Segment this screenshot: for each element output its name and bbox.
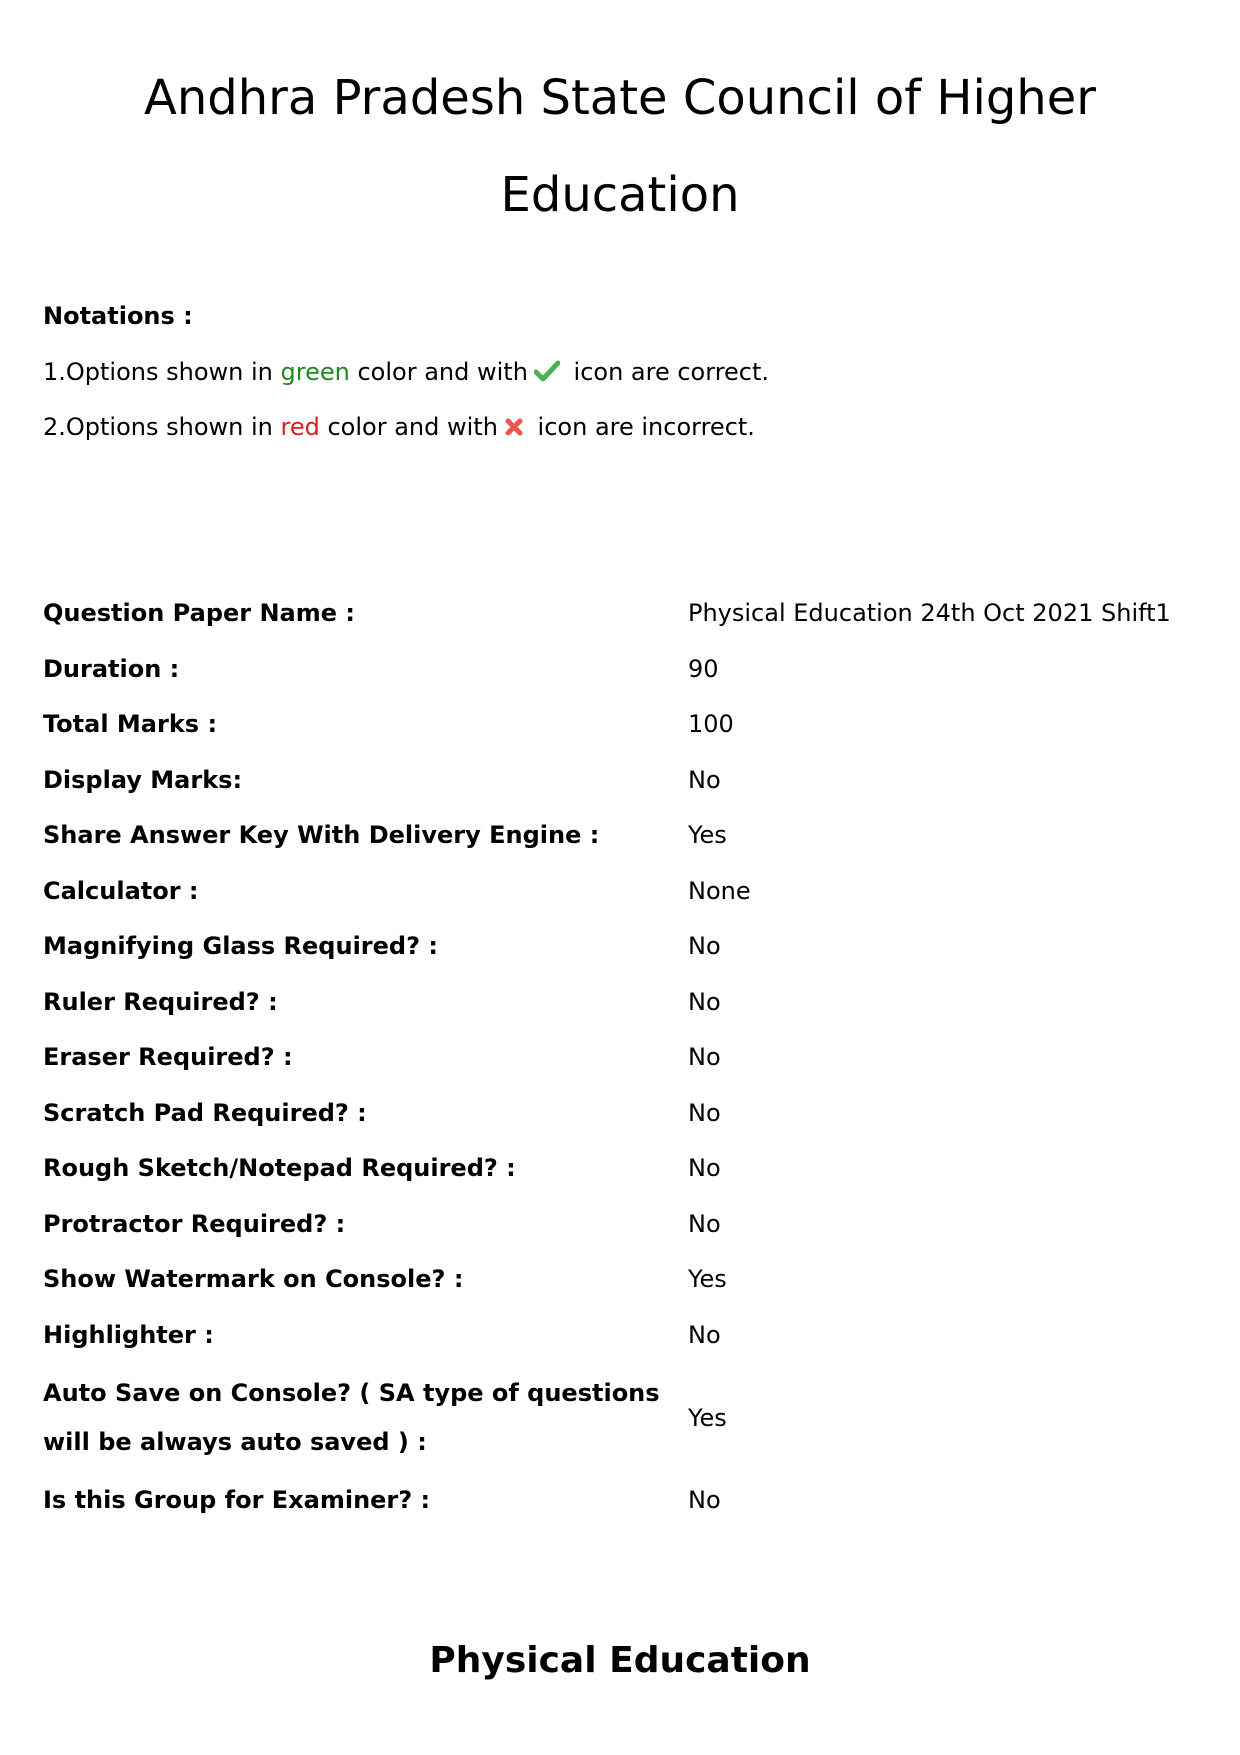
notation-incorrect [43, 413, 755, 443]
title-line-2: Education [500, 167, 740, 223]
info-label: Protractor Required? : [43, 1209, 346, 1238]
table-row [43, 586, 1193, 642]
info-label: Calculator : [43, 876, 199, 905]
info-value: No [688, 987, 721, 1016]
notation-correct-suffix: icon are correct. [565, 358, 770, 386]
info-label: Is this Group for Examiner? : [43, 1486, 431, 1515]
notations-heading: Notations : [43, 302, 193, 330]
info-value: Yes [688, 1265, 727, 1294]
info-value: Yes [688, 821, 727, 850]
info-label: Share Answer Key With Delivery Engine : [43, 821, 600, 850]
checkmark-icon [534, 360, 560, 388]
table-row [43, 975, 1193, 1031]
info-label: Highlighter : [43, 1320, 214, 1349]
info-label: Display Marks: [43, 765, 243, 794]
table-row [43, 1030, 1193, 1086]
table-row [43, 919, 1193, 975]
info-value: 100 [688, 710, 734, 739]
info-value: No [688, 1154, 721, 1183]
info-label: Auto Save on Console? ( SA type of questions will be always auto saved ) : [43, 1379, 660, 1456]
info-label: Scratch Pad Required? : [43, 1098, 367, 1127]
info-label: Show Watermark on Console? : [43, 1265, 464, 1294]
page-title [0, 50, 1240, 244]
table-row [43, 753, 1193, 809]
info-label: Duration : [43, 654, 180, 683]
info-label: Rough Sketch/Notepad Required? : [43, 1154, 516, 1183]
info-value: Yes [688, 1403, 727, 1432]
table-row [43, 697, 1193, 753]
notation-incorrect-suffix: icon are incorrect. [529, 413, 755, 441]
info-value: No [688, 932, 721, 961]
table-row [43, 864, 1193, 920]
info-label: Magnifying Glass Required? : [43, 932, 438, 961]
title-line-1: Andhra Pradesh State Council of Higher [144, 70, 1096, 126]
notation-correct [43, 358, 769, 388]
notation-correct-prefix: 1.Options shown in [43, 358, 281, 386]
table-row [43, 1363, 1193, 1473]
table-row [43, 1197, 1193, 1253]
info-label: Ruler Required? : [43, 987, 278, 1016]
section-title: Physical Education [429, 1640, 811, 1681]
cross-icon [504, 415, 524, 443]
notation-incorrect-middle: color and with [319, 413, 498, 441]
info-value: 90 [688, 654, 719, 683]
info-value: No [688, 1320, 721, 1349]
table-row [43, 1252, 1193, 1308]
table-row [43, 1086, 1193, 1142]
notation-incorrect-prefix: 2.Options shown in [43, 413, 281, 441]
info-label: Eraser Required? : [43, 1043, 293, 1072]
info-value: No [688, 1486, 721, 1515]
table-row [43, 1308, 1193, 1364]
info-value: No [688, 1098, 721, 1127]
table-row [43, 808, 1193, 864]
notation-correct-color-word: green [280, 358, 350, 386]
info-label: Total Marks : [43, 710, 218, 739]
info-value: No [688, 1043, 721, 1072]
info-label: Question Paper Name : [43, 599, 355, 628]
paper-info-table [43, 586, 1193, 1529]
table-row [43, 642, 1193, 698]
info-value: No [688, 765, 721, 794]
info-value: No [688, 1209, 721, 1238]
notation-incorrect-color-word: red [280, 413, 320, 441]
table-row [43, 1141, 1193, 1197]
info-value: Physical Education 24th Oct 2021 Shift1 [688, 599, 1171, 628]
table-row [43, 1473, 1193, 1529]
info-value: None [688, 876, 751, 905]
notation-correct-middle: color and with [349, 358, 528, 386]
